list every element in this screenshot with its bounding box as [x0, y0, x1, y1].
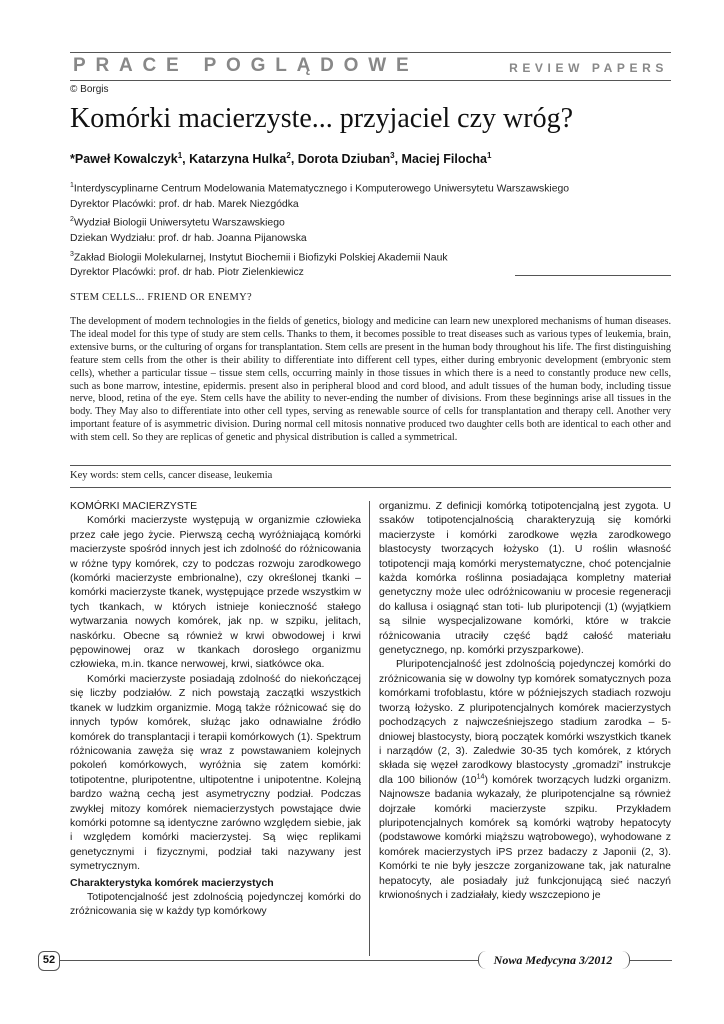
body-text: Pluripotencjalność jest zdolnością pojedynczej komórki do zróżnicowania się w dowolny typ komórek somatycznych poza komórkami trofoblastu, które w późniejszych stadiach rozwoju tworzą łożysko. Z pluripotencjalnych komórek macierzystych pochodzących z najwcześniejszego stadium zarodka – 5-dniowej blastocysty, biorą początek komórki wszystkich tkanek i narządów (2, 3). Zaledwie 30-35 tych komórek, z których składa się węzeł zarodkowy blastocysty „gromadzi” instrukcje dla 100 bilionów (10	[379, 658, 671, 786]
author-affiliation-mark: 1	[177, 151, 183, 160]
keywords-top-rule	[70, 465, 671, 466]
publisher-copyright: © Borgis	[70, 84, 109, 95]
affiliation-3-head: Dyrektor Placówki: prof. dr hab. Piotr Zielenkiewicz	[70, 267, 304, 279]
affiliation-mark: 3	[70, 250, 74, 258]
journal-name: Nowa Medycyna 3/2012	[493, 953, 613, 967]
body-paragraph: Komórki macierzyste posiadają zdolność do niekończącej się liczby podziałów. Z nich powstają zaczątki wszystkich tkanek w ludzkim organizmie. Mogą także różnicować się do innych typów komórek, służąc jako odnawialne źródło komórek do transplantacji i terapii komórkowych (1). Spektrum różnicowania zawęża się wraz z powstawaniem kolejnych pokoleń komórkowych, wyróżnia się zatem komórki: totipotentne, pluripotentne, ultipotentne i unipotentne. Kolejną bardzo ważną cechą jest asymetryczny podział. Podczas zwykłej mitozy komórek niemacierzystych powstające dwie komórki potomne są identyczne zarówno względem siebie, jak i względem komórki macierzystej. Są więc replikami genetycznymi i fizycznymi, podział taki nazywany jest symetrycznym.	[70, 672, 361, 873]
affiliation-1	[70, 178, 690, 197]
exponent: 14	[476, 773, 485, 781]
body-paragraph: organizmu. Z definicji komórką totipotencjalną jest zygota. U ssaków totipotencjalnością charakteryzują się komórki macierzyste i komórki zarodkowe węzła zarodkowego blastocysty tworzących łożysko (1). U roślin własność totipotencji mają komórki merystematyczne, choć potencjalnie każda komórka roślinna posiadająca kompletny materiał genetyczny może ulec odróżnicowaniu w procesie regeneracji do kallusa i osiągnąć stan toti- lub pluripotencji (1) (wyjątkiem są silnie wyspecjalizowane komórki, które w trakcie różnicowania utraciły część bądź całość materiału genetycznego, np. komórki przyszparkowe).	[379, 500, 671, 657]
author-affiliation-mark: 1	[487, 151, 492, 160]
section-label-english: REVIEW PAPERS	[509, 61, 668, 75]
body-paragraph	[379, 657, 671, 902]
page-number: 52	[42, 954, 56, 966]
header-bottom-rule	[70, 80, 671, 81]
author-affiliation-mark: 2	[286, 151, 291, 160]
author-separator: ,	[394, 152, 402, 167]
author-name: Maciej Filocha	[401, 152, 487, 167]
affiliation-1-head: Dyrektor Placówki: prof. dr hab. Marek Niezgódka	[70, 198, 299, 210]
author-list	[70, 151, 491, 166]
affiliation-3	[70, 247, 690, 266]
author-name: Dorota Dziuban	[297, 152, 391, 167]
affiliation-mark: 1	[70, 182, 74, 189]
subsection-heading: Charakterystyka komórek macierzystych	[70, 876, 274, 889]
affiliation-text: Zakład Biologii Molekularnej, Instytut Biochemii i Biofizyki Polskiej Akademii Nauk	[73, 252, 448, 264]
affiliations	[70, 178, 690, 281]
author-name: *Paweł Kowalczyk	[70, 152, 178, 167]
body-paragraph: Komórki macierzyste występują w organizmie człowieka przez całe jego życie. Pierwszą cechą wyróżniającą komórki macierzyste spośród innych jest ich zdolność do różnicowania w różne typy komórek, czy to podczas rozwoju zarodkowego (komórki macierzyste embrionalne), czy określonej tkanki – komórki macierzyste tkanek, występujące przede wszystkim w tych tkankach, w których istnieje konieczność stałego wytwarzania nowych komórek, jak np. w szpiku, jelitach, naskórku. Obecne są również w krwi obwodowej i krwi pępowinowej oraz w tkankach dorosłego organizmu człowieka, m.in. tkance nerwowej, krwi, siatkówce oka.	[70, 514, 361, 671]
body-paragraph: Totipotencjalność jest zdolnością pojedynczej komórki do zróżnicowania się w każdy typ komórkowy	[70, 890, 361, 918]
author-name: Katarzyna Hulka	[189, 152, 287, 167]
keywords-bottom-rule	[70, 487, 671, 488]
header-top-rule	[70, 52, 671, 53]
affiliation-text: Interdyscyplinarne Centrum Modelowania Matematycznego i Komputerowego Uniwersytetu Warszawskiego	[73, 183, 570, 195]
affiliation-2	[70, 212, 690, 231]
abstract-text: The development of modern technologies in the fields of genetics, biology and medicine can learn new unexplored mechanisms of human diseases. The ideal model for this type of study are stem cells. Thanks to them, it becomes possible to treat diseases such as various types of leukemia, brain, extensive burns, or the culturing of organs for transplantation. Stem cells are present in the human body throughout his life. The first distinguishing feature stem cells from the other is their ability to differentiate into different cell types, either during embryonic development (embryonic stem cells), whether a particular tissue – tissue stem cells, occurring mainly in those tissues in which there is a need to constantly produce new cells, such as bone marrow, intestine, epidermis. present also in peripheral blood and cord blood, and adult tissues of the human body, including tissue nerve, blood, retina of the eye. Stem cells have the ability to never-ending the number of divisions. From these beginnings arise all tissues in the body. They May also to differentiate into other cell types, serving as renewable source of cells for transplantation and therapy cell. Another very important feature of is asymmetric division. During normal cell mitosis nonnative produced two daughter cells both are identical to each other and with stem cell. So they are replicas of genetic and physical distribution is called a symmetrical.	[70, 316, 671, 444]
author-separator: ,	[290, 152, 298, 167]
column-divider	[369, 501, 370, 956]
body-column-left	[70, 499, 361, 919]
english-title: STEM CELLS... FRIEND OR ENEMY?	[70, 292, 252, 303]
body-column-right	[379, 499, 671, 902]
author-separator: ,	[182, 152, 190, 167]
affiliation-text: Wydział Biologii Uniwersytetu Warszawskiego	[73, 217, 285, 229]
section-heading: KOMÓRKI MACIERZYSTE	[70, 500, 198, 512]
body-text: ) komórek tworzących ludzki organizm. Najnowsze badania wykazały, że pluripotencjalne są również dojrzałe komórki macierzyste szpiku. Przykładem pluripotencjalnych komórek są komórki wątroby hepatocyty (podstawowe komórki miąższu wątrobowego), wyhodowane z komórek macierzystych iPS przez badaczy z Japonii (2, 3). Komórki te nie były jeszcze zorganizowane tak, jak naturalne hepatocyty, ale posiadały już funkcjonującą sieć naczyń krwionośnych i zadziałały, kiedy wszczepiono je	[379, 773, 672, 901]
affiliation-mark: 2	[70, 216, 74, 224]
section-label: PRACE POGLĄDOWE	[73, 55, 419, 76]
affiliation-2-head: Dziekan Wydziału: prof. dr hab. Joanna Pijanowska	[70, 233, 307, 245]
affiliation-end-rule	[515, 275, 671, 276]
article-title: Komórki macierzyste... przyjaciel czy wróg?	[70, 103, 574, 134]
author-affiliation-mark: 3	[390, 151, 395, 160]
keywords: Key words: stem cells, cancer disease, leukemia	[70, 470, 273, 481]
